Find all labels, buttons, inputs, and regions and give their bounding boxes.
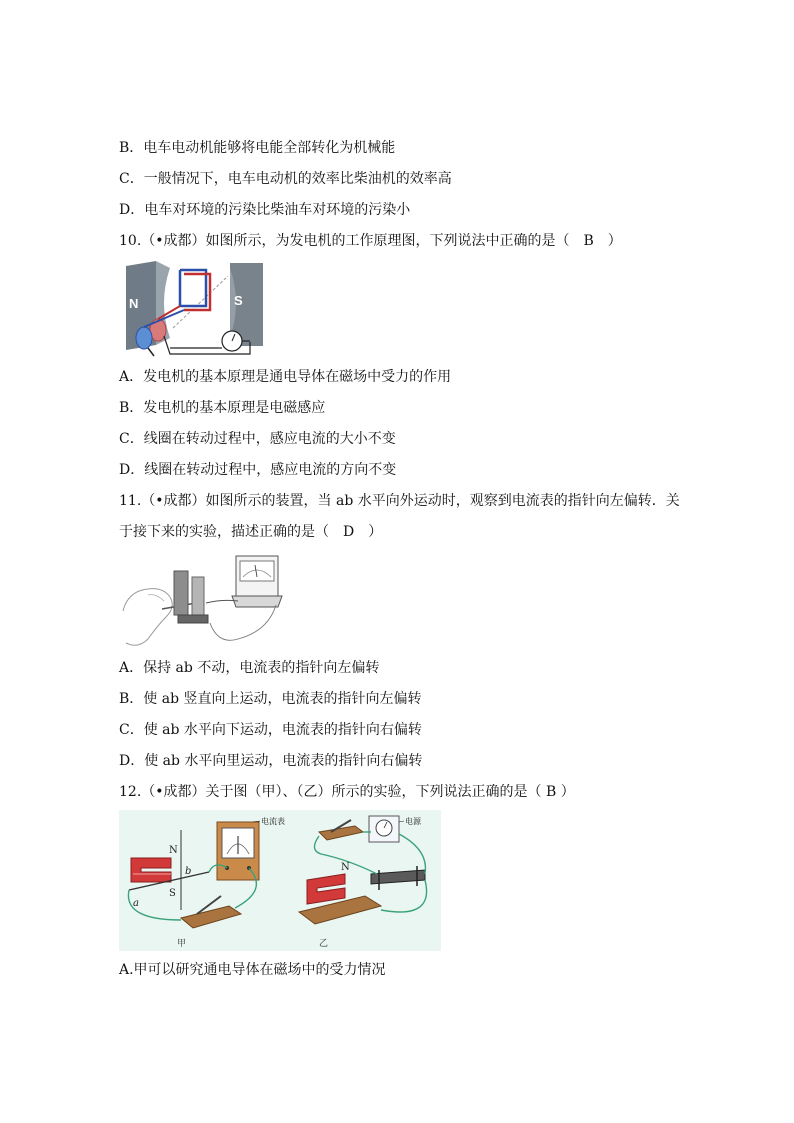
- experiment-figures-jia-yi: [119, 810, 441, 951]
- q11-option-a: A．保持 ab 不动，电流表的指针向左偏转: [119, 660, 380, 676]
- magnet-left: [174, 571, 188, 615]
- q10-option-c: C．线圈在转动过程中，感应电流的大小不变: [119, 431, 396, 447]
- wire-b: [210, 605, 276, 640]
- q11-stem-line2: 于接下来的实验，描述正确的是（ D ）: [119, 524, 383, 540]
- q9-option-c: C．一般情况下，电车电动机的效率比柴油机的效率高: [119, 171, 452, 187]
- ammeter-dial: [240, 561, 274, 581]
- magnet-n-label: N: [129, 296, 139, 311]
- magnet-s-label: S: [234, 293, 243, 308]
- hand-sketch: [123, 589, 172, 646]
- q10-option-b: B．发电机的基本原理是电磁感应: [119, 400, 326, 416]
- yi-label-n: N: [341, 862, 350, 873]
- wire-a: [206, 600, 238, 603]
- magnet-right: [192, 577, 204, 621]
- generator-diagram: [118, 258, 268, 358]
- magnet-base: [178, 615, 208, 623]
- q11-option-d: D．使 ab 水平向里运动，电流表的指针向右偏转: [119, 753, 423, 769]
- yi-power-label: 电源: [405, 817, 421, 826]
- coil-front: [180, 270, 206, 306]
- q11-option-b: B．使 ab 竖直向上运动，电流表的指针向左偏转: [119, 691, 422, 707]
- slip-ring-2: [136, 327, 152, 349]
- q10-option-a: A．发电机的基本原理是通电导体在磁场中受力的作用: [119, 369, 452, 385]
- q11-option-c: C．使 ab 水平向下运动，电流表的指针向右偏转: [119, 722, 422, 738]
- jia-caption: 甲: [177, 939, 187, 949]
- jia-label-a: a: [133, 898, 139, 909]
- ammeter-base: [232, 596, 282, 607]
- yi-caption: 乙: [319, 939, 329, 949]
- q12-option-a: A.甲可以研究通电导体在磁场中的受力情况: [119, 962, 386, 978]
- q9-option-b: B．电车电动机能够将电能全部转化为机械能: [119, 140, 396, 156]
- q10-stem: 10.（•成都）如图所示，为发电机的工作原理图，下列说法中正确的是（ B ）: [119, 233, 622, 249]
- induction-apparatus-diagram: [118, 551, 283, 651]
- jia-label-s: S: [169, 888, 176, 899]
- q10-option-d: D．线圈在转动过程中，感应电流的方向不变: [119, 462, 397, 478]
- q11-stem-line1: 11.（•成都）如图所示的装置，当 ab 水平向外运动时，观察到电流表的指针向左偏转．关: [119, 493, 680, 509]
- jia-ammeter-label: 电流表: [261, 817, 285, 826]
- q9-option-d: D．电车对环境的污染比柴油车对环境的污染小: [119, 202, 411, 218]
- jia-label-n: N: [169, 845, 178, 856]
- q12-stem: 12.（•成都）关于图（甲）、（乙）所示的实验，下列说法正确的是（ B ）: [119, 784, 575, 800]
- jia-label-b: b: [185, 866, 192, 877]
